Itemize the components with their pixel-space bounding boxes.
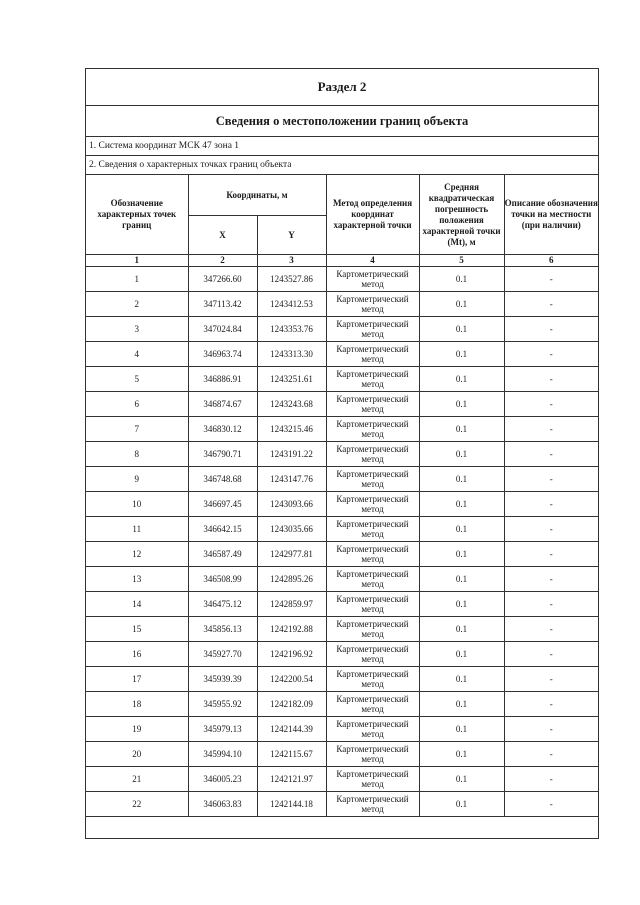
table-row — [86, 342, 598, 367]
coord-y: 1242977.81 — [257, 542, 326, 567]
coord-y: 1243191.22 — [257, 442, 326, 467]
document-frame — [85, 68, 599, 839]
method: Картометрический метод — [326, 417, 419, 442]
mt-error: 0.1 — [419, 267, 504, 292]
point-number: 18 — [86, 692, 188, 717]
mt-error: 0.1 — [419, 667, 504, 692]
point-description: - — [504, 517, 598, 542]
coord-x: 345955.92 — [188, 692, 257, 717]
point-description: - — [504, 792, 598, 817]
coord-y: 1243353.76 — [257, 317, 326, 342]
points-heading-row: 2. Сведения о характерных точках границ объекта — [86, 156, 598, 175]
coord-y: 1243215.46 — [257, 417, 326, 442]
point-description: - — [504, 467, 598, 492]
point-description: - — [504, 592, 598, 617]
column-number: 6 — [504, 255, 598, 267]
table-row — [86, 392, 598, 417]
table-row — [86, 467, 598, 492]
method: Картометрический метод — [326, 592, 419, 617]
point-description: - — [504, 642, 598, 667]
coord-y: 1242144.18 — [257, 792, 326, 817]
point-number: 17 — [86, 667, 188, 692]
coord-y: 1242121.97 — [257, 767, 326, 792]
header-y: Y — [257, 216, 326, 255]
point-description: - — [504, 717, 598, 742]
point-number: 22 — [86, 792, 188, 817]
column-number: 4 — [326, 255, 419, 267]
coord-x: 345994.10 — [188, 742, 257, 767]
method: Картометрический метод — [326, 642, 419, 667]
table-row — [86, 592, 598, 617]
method: Картометрический метод — [326, 617, 419, 642]
table-row — [86, 542, 598, 567]
column-number: 5 — [419, 255, 504, 267]
point-number: 3 — [86, 317, 188, 342]
point-number: 5 — [86, 367, 188, 392]
coord-y: 1243412.53 — [257, 292, 326, 317]
table-row — [86, 267, 598, 292]
coord-x: 346748.68 — [188, 467, 257, 492]
method: Картометрический метод — [326, 742, 419, 767]
point-description: - — [504, 617, 598, 642]
point-number: 4 — [86, 342, 188, 367]
coord-y: 1243251.61 — [257, 367, 326, 392]
point-description: - — [504, 342, 598, 367]
method: Картометрический метод — [326, 717, 419, 742]
point-description: - — [504, 542, 598, 567]
coord-y: 1243035.66 — [257, 517, 326, 542]
mt-error: 0.1 — [419, 642, 504, 667]
header-method: Метод определения координат характерной точки — [326, 175, 419, 255]
table-row — [86, 567, 598, 592]
point-description: - — [504, 392, 598, 417]
coord-x: 347113.42 — [188, 292, 257, 317]
mt-error: 0.1 — [419, 742, 504, 767]
point-number: 15 — [86, 617, 188, 642]
point-number: 9 — [86, 467, 188, 492]
coordinate-system-row: 1. Система координат МСК 47 зона 1 — [86, 137, 598, 156]
header-designation: Обозначение характерных точек границ — [86, 175, 188, 255]
table-row — [86, 442, 598, 467]
table-row — [86, 292, 598, 317]
mt-error: 0.1 — [419, 367, 504, 392]
method: Картометрический метод — [326, 692, 419, 717]
point-description: - — [504, 367, 598, 392]
column-number: 2 — [188, 255, 257, 267]
mt-error: 0.1 — [419, 292, 504, 317]
coord-x: 346642.15 — [188, 517, 257, 542]
table-row — [86, 367, 598, 392]
method: Картометрический метод — [326, 492, 419, 517]
method: Картометрический метод — [326, 542, 419, 567]
table-row — [86, 492, 598, 517]
coord-x: 347024.84 — [188, 317, 257, 342]
coord-y: 1242200.54 — [257, 667, 326, 692]
table-row — [86, 667, 598, 692]
point-number: 11 — [86, 517, 188, 542]
point-number: 10 — [86, 492, 188, 517]
mt-error: 0.1 — [419, 492, 504, 517]
table-row — [86, 617, 598, 642]
point-description: - — [504, 267, 598, 292]
table-row — [86, 767, 598, 792]
point-number: 21 — [86, 767, 188, 792]
coord-x: 345927.70 — [188, 642, 257, 667]
table-footer-space — [86, 817, 598, 839]
point-description: - — [504, 492, 598, 517]
coord-x: 346508.99 — [188, 567, 257, 592]
point-number: 1 — [86, 267, 188, 292]
method: Картометрический метод — [326, 317, 419, 342]
coord-x: 345979.13 — [188, 717, 257, 742]
mt-error: 0.1 — [419, 767, 504, 792]
mt-error: 0.1 — [419, 467, 504, 492]
point-description: - — [504, 417, 598, 442]
coord-x: 346886.91 — [188, 367, 257, 392]
header-error: Средняя квадратическая погрешность положения характерной точки (Mt), м — [419, 175, 504, 255]
coord-x: 346063.83 — [188, 792, 257, 817]
header-description: Описание обозначения точки на местности (при наличии) — [504, 175, 598, 255]
column-number: 3 — [257, 255, 326, 267]
coord-x: 346874.67 — [188, 392, 257, 417]
coord-y: 1243243.68 — [257, 392, 326, 417]
table-row — [86, 642, 598, 667]
point-number: 2 — [86, 292, 188, 317]
coord-y: 1242859.97 — [257, 592, 326, 617]
point-description: - — [504, 567, 598, 592]
method: Картометрический метод — [326, 517, 419, 542]
table-row — [86, 792, 598, 817]
point-number: 16 — [86, 642, 188, 667]
coord-y: 1242895.26 — [257, 567, 326, 592]
point-description: - — [504, 692, 598, 717]
table-body — [86, 255, 598, 817]
mt-error: 0.1 — [419, 517, 504, 542]
point-number: 6 — [86, 392, 188, 417]
mt-error: 0.1 — [419, 342, 504, 367]
table-row — [86, 717, 598, 742]
mt-error: 0.1 — [419, 392, 504, 417]
coord-x: 346697.45 — [188, 492, 257, 517]
mt-error: 0.1 — [419, 792, 504, 817]
coord-y: 1242192.88 — [257, 617, 326, 642]
coord-y: 1242182.09 — [257, 692, 326, 717]
method: Картометрический метод — [326, 342, 419, 367]
header-coordinates: Координаты, м — [188, 175, 326, 216]
mt-error: 0.1 — [419, 592, 504, 617]
section-title: Раздел 2 — [86, 69, 598, 106]
point-number: 7 — [86, 417, 188, 442]
mt-error: 0.1 — [419, 617, 504, 642]
method: Картометрический метод — [326, 792, 419, 817]
method: Картометрический метод — [326, 367, 419, 392]
column-number-row — [86, 255, 598, 267]
point-description: - — [504, 667, 598, 692]
point-description: - — [504, 767, 598, 792]
coord-x: 345856.13 — [188, 617, 257, 642]
method: Картометрический метод — [326, 667, 419, 692]
method: Картометрический метод — [326, 267, 419, 292]
mt-error: 0.1 — [419, 567, 504, 592]
coord-x: 347266.60 — [188, 267, 257, 292]
mt-error: 0.1 — [419, 417, 504, 442]
method: Картометрический метод — [326, 767, 419, 792]
point-number: 12 — [86, 542, 188, 567]
method: Картометрический метод — [326, 392, 419, 417]
point-number: 20 — [86, 742, 188, 767]
method: Картометрический метод — [326, 567, 419, 592]
mt-error: 0.1 — [419, 692, 504, 717]
column-number: 1 — [86, 255, 188, 267]
point-description: - — [504, 742, 598, 767]
table-row — [86, 417, 598, 442]
mt-error: 0.1 — [419, 317, 504, 342]
mt-error: 0.1 — [419, 442, 504, 467]
point-number: 13 — [86, 567, 188, 592]
point-description: - — [504, 292, 598, 317]
coord-y: 1243313.30 — [257, 342, 326, 367]
coord-y: 1242196.92 — [257, 642, 326, 667]
mt-error: 0.1 — [419, 542, 504, 567]
points-table — [86, 175, 598, 817]
coord-x: 346963.74 — [188, 342, 257, 367]
coord-x: 346475.12 — [188, 592, 257, 617]
coord-y: 1242144.39 — [257, 717, 326, 742]
table-row — [86, 317, 598, 342]
header-x: X — [188, 216, 257, 255]
coord-x: 346790.71 — [188, 442, 257, 467]
coord-x: 346587.49 — [188, 542, 257, 567]
coord-x: 346830.12 — [188, 417, 257, 442]
coord-y: 1243147.76 — [257, 467, 326, 492]
point-number: 8 — [86, 442, 188, 467]
table-row — [86, 517, 598, 542]
coord-y: 1243527.86 — [257, 267, 326, 292]
coord-x: 345939.39 — [188, 667, 257, 692]
point-description: - — [504, 317, 598, 342]
document-title: Сведения о местоположении границ объекта — [86, 106, 598, 137]
point-number: 14 — [86, 592, 188, 617]
point-description: - — [504, 442, 598, 467]
table-row — [86, 742, 598, 767]
coord-y: 1243093.66 — [257, 492, 326, 517]
table-row — [86, 692, 598, 717]
coord-y: 1242115.67 — [257, 742, 326, 767]
coord-x: 346005.23 — [188, 767, 257, 792]
method: Картометрический метод — [326, 292, 419, 317]
method: Картометрический метод — [326, 467, 419, 492]
mt-error: 0.1 — [419, 717, 504, 742]
point-number: 19 — [86, 717, 188, 742]
method: Картометрический метод — [326, 442, 419, 467]
